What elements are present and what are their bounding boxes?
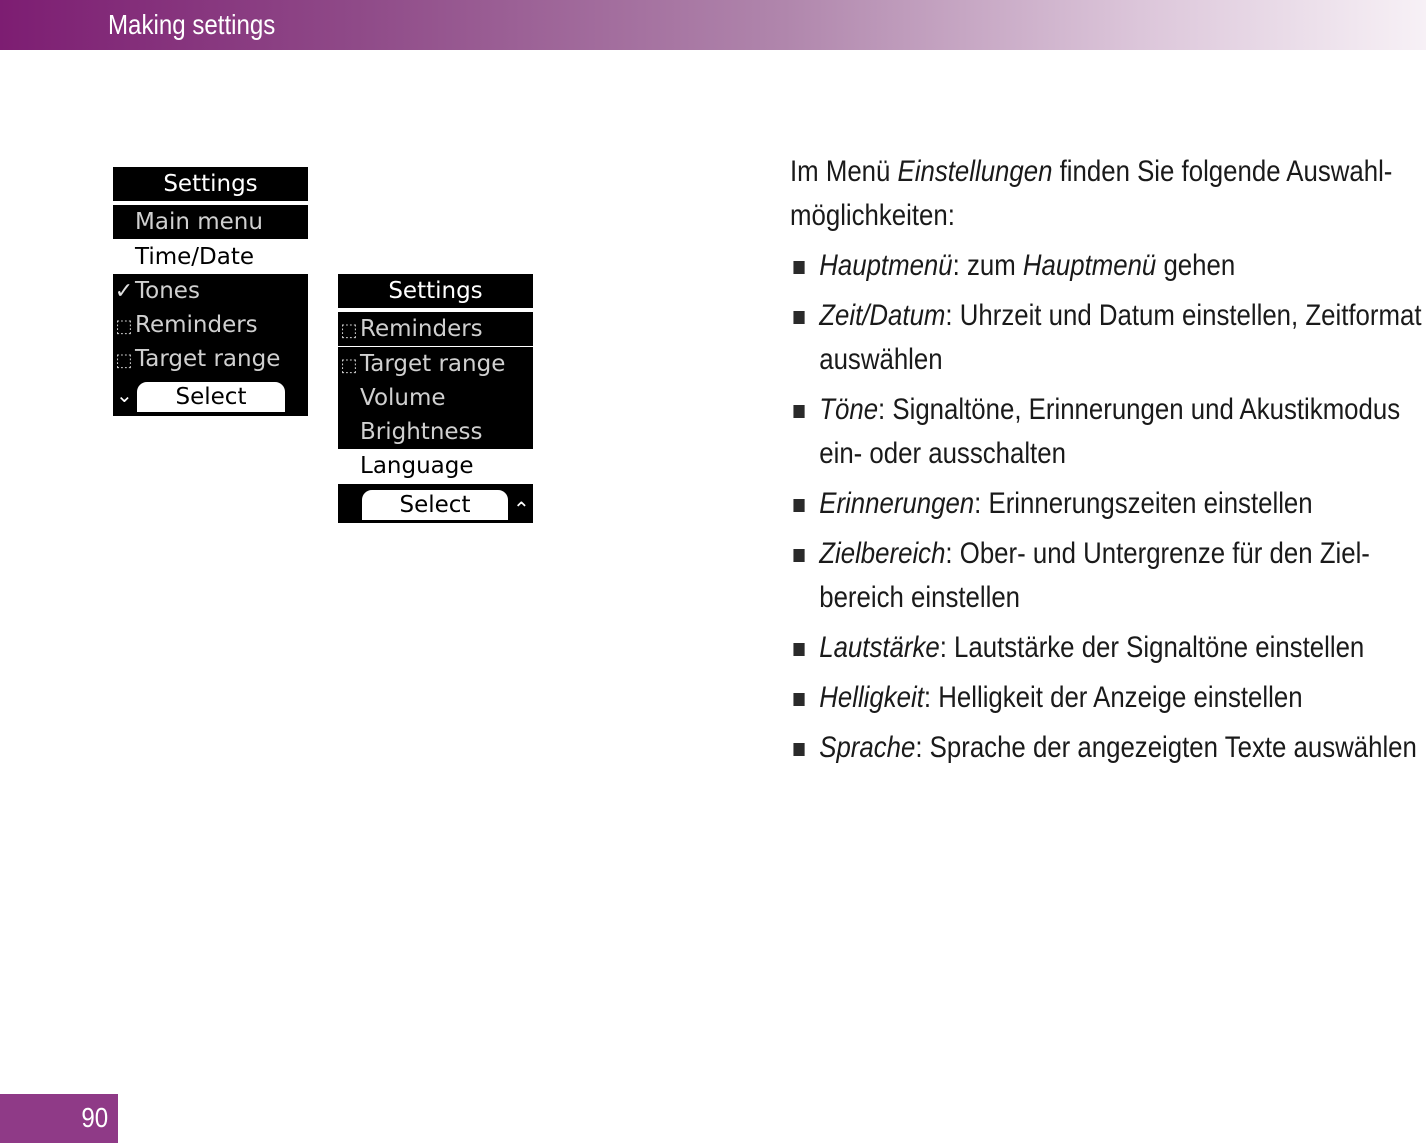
square-bullet-icon — [793, 405, 804, 418]
screen-title — [113, 167, 308, 201]
header-bar — [0, 0, 1426, 50]
item-term: Hauptmenü — [1022, 249, 1157, 282]
menu-item-tones[interactable] — [113, 274, 308, 308]
menu-item-label: Volume — [360, 385, 446, 411]
item-text: : Helligkeit der Anzeige einstellen — [923, 681, 1303, 714]
menu-item-target-range[interactable] — [338, 347, 533, 381]
menu-item-label: Time/Date — [135, 244, 255, 270]
dotted-box-icon: ⬚ — [115, 350, 133, 371]
menu-item-brightness[interactable] — [338, 415, 533, 449]
square-bullet-icon — [793, 311, 804, 324]
list-item — [790, 626, 1426, 670]
menu-item-label: Reminders — [360, 316, 483, 342]
square-bullet-icon — [793, 499, 804, 512]
menu-item-main-menu[interactable] — [113, 205, 308, 239]
list-item — [790, 244, 1426, 288]
square-bullet-icon — [793, 261, 804, 274]
item-term: Helligkeit — [819, 681, 924, 714]
select-button[interactable]: Select — [135, 380, 287, 414]
item-text: gehen — [1156, 249, 1236, 282]
device-screen-1 — [113, 167, 308, 417]
square-bullet-icon — [793, 549, 804, 562]
screen-title-text: Settings — [388, 278, 483, 304]
page-title: Making settings — [108, 9, 276, 40]
menu-item-target-range[interactable] — [113, 342, 308, 376]
square-bullet-icon — [793, 693, 804, 706]
item-term: Zeit/Datum — [819, 299, 946, 332]
list-item — [790, 388, 1426, 476]
square-bullet-icon — [793, 643, 804, 656]
item-term: Zielbereich — [819, 537, 946, 570]
softkey-bar — [113, 376, 308, 416]
dotted-box-icon: ⬚ — [340, 355, 358, 376]
dotted-box-icon: ⬚ — [115, 316, 133, 337]
list-item — [790, 532, 1426, 620]
screen-title — [338, 274, 533, 308]
menu-item-volume[interactable] — [338, 381, 533, 415]
item-term: Lautstärke — [819, 631, 940, 664]
list-item — [790, 726, 1426, 770]
item-text: : Sprache der angezeigten Texte auswählen — [915, 731, 1417, 764]
menu-item-label: Tones — [135, 278, 200, 304]
menu-item-label: Reminders — [135, 312, 258, 338]
item-text: : Erinnerungszeiten einstellen — [974, 487, 1313, 520]
menu-item-reminders[interactable] — [113, 308, 308, 342]
list-item — [790, 482, 1426, 526]
item-term: Erinnerungen — [819, 487, 975, 520]
item-term: Töne — [819, 393, 879, 426]
screen-title-text: Settings — [163, 171, 258, 197]
item-text: : Lautstärke der Signaltöne einstellen — [939, 631, 1365, 664]
menu-item-reminders[interactable] — [338, 312, 533, 346]
intro-paragraph — [790, 150, 1426, 238]
item-text: : zum — [952, 249, 1023, 282]
item-term: Sprache — [819, 731, 916, 764]
item-text: : Ober- und Untergrenze für den Ziel-bereich einstellen — [819, 537, 1370, 614]
menu-item-label: Brightness — [360, 419, 483, 445]
menu-item-label: Language — [360, 453, 474, 479]
menu-item-label: Main menu — [135, 209, 263, 235]
menu-item-label: Target range — [135, 346, 281, 372]
check-icon: ✓ — [114, 279, 134, 304]
item-text: : Signaltöne, Erinnerungen und Akustikmodus ein- oder ausschalten — [819, 393, 1401, 470]
list-item — [790, 294, 1426, 382]
item-text: : Uhrzeit und Datum einstellen, Zeitformat auswählen — [819, 299, 1422, 376]
device-screen-2 — [338, 274, 533, 524]
intro-suffix: finden Sie folgende Auswahl-möglichkeiten: — [790, 155, 1393, 232]
intro-menu-name: Einstellungen — [897, 155, 1053, 188]
chevron-down-icon[interactable]: ⌄ — [116, 383, 133, 407]
item-term: Hauptmenü — [819, 249, 953, 282]
list-item — [790, 676, 1426, 720]
page-number: 90 — [81, 1102, 108, 1133]
dotted-box-icon: ⬚ — [340, 320, 358, 341]
menu-item-language[interactable] — [338, 449, 533, 483]
description-column — [790, 150, 1426, 776]
softkey-bar — [338, 484, 533, 523]
menu-item-label: Target range — [360, 351, 506, 377]
intro-prefix: Im Menü — [790, 155, 898, 188]
menu-item-time-date[interactable] — [113, 240, 308, 274]
chevron-up-icon[interactable]: ⌃ — [513, 497, 530, 521]
select-button[interactable]: Select — [360, 488, 510, 522]
settings-bullet-list — [790, 244, 1426, 770]
page-number-tab — [0, 1094, 118, 1143]
square-bullet-icon — [793, 743, 804, 756]
